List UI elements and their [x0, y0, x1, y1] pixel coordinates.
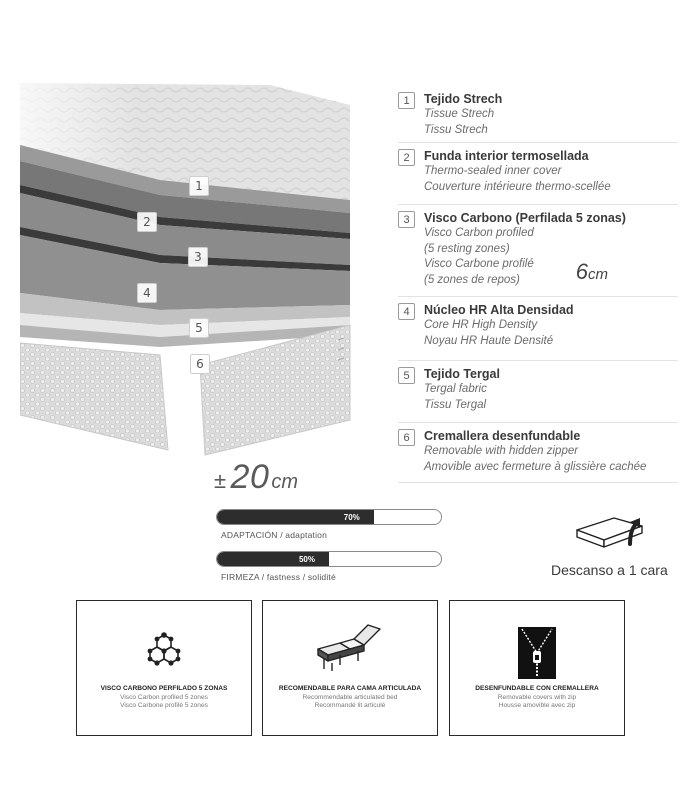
layer-desc-3b: (5 resting zones) — [424, 242, 510, 255]
layer-number-3: 3 — [398, 211, 415, 228]
layer-number-6: 6 — [398, 429, 415, 446]
layer-badge-1: 1 — [189, 176, 209, 196]
layer-title-6: Cremallera desenfundable — [424, 429, 581, 443]
layer-desc-1a: Tissue Strech — [424, 108, 495, 120]
layer-title-2: Funda interior termosellada — [424, 149, 589, 163]
layer-desc-5a: Tergal fabric — [424, 383, 487, 395]
layer-desc-4b: Noyau HR Haute Densité — [424, 334, 554, 347]
layer-desc-5b: Tissu Tergal — [424, 398, 487, 411]
firmness-bar — [216, 551, 442, 567]
layer-list — [398, 86, 678, 483]
layer-number-1: 1 — [398, 92, 415, 109]
layer-item-1 — [398, 86, 678, 143]
feature-sub-visco-fr: Visco Carbone profilé 5 zones — [120, 702, 208, 709]
feature-sub-zipper-fr: Housse amovible avec zip — [498, 702, 576, 709]
layer-title-5: Tejido Tergal — [424, 367, 500, 381]
layer-title-3: Visco Carbono (Perfilada 5 zonas) — [424, 211, 626, 225]
feature-title-visco: VISCO CARBONO PERFILADO 5 ZONAS — [100, 685, 228, 692]
adaptation-bar-fill — [217, 510, 374, 524]
layer-badge-5: 5 — [189, 318, 209, 338]
thickness-value: 6 — [575, 259, 588, 284]
firmness-caption: FIRMEZA / fastness / solidité — [221, 572, 336, 582]
layer-desc-4a: Core HR High Density — [424, 319, 538, 331]
zipper-icon — [518, 627, 556, 679]
feature-title-articulated: RECOMENDABLE PARA CAMA ARTICULADA — [278, 685, 422, 692]
adaptation-caption: ADAPTACIÓN / adaptation — [221, 530, 328, 540]
layer-item-3 — [398, 205, 678, 297]
height-unit: cm — [271, 471, 299, 493]
layer-badge-2: 2 — [137, 212, 157, 232]
firmness-bar-fill — [217, 552, 329, 566]
feature-title-zipper: DESENFUNDABLE CON CREMALLERA — [475, 685, 599, 692]
layer-thickness — [576, 259, 608, 285]
mattress-layers-illustration — [20, 55, 360, 475]
layer-desc-3c: Visco Carbone profilé — [424, 258, 534, 270]
feature-sub-articulated-en: Recommendable articulated bed — [302, 694, 398, 701]
feature-box-visco — [76, 600, 252, 736]
plus-minus-symbol: ± — [214, 468, 227, 493]
layer-desc-6b: Amovible avec fermeture à glissière cachée — [424, 460, 647, 473]
layer-desc-3d: (5 zones de repos) — [424, 273, 520, 286]
layer-item-6 — [398, 423, 678, 483]
thickness-unit: cm — [588, 266, 608, 283]
adaptation-bar — [216, 509, 442, 525]
adaptation-percent: 70% — [343, 512, 360, 522]
one-sided-label: Descanso a 1 cara — [551, 562, 668, 578]
layer-desc-2b: Couverture intérieure thermo-scellée — [424, 180, 611, 193]
layer-badge-6: 6 — [190, 354, 210, 374]
molecule-icon — [141, 629, 187, 675]
layer-number-5: 5 — [398, 367, 415, 384]
feature-box-zipper — [449, 600, 625, 736]
feature-sub-zipper-en: Removable covers with zip — [497, 694, 577, 701]
layer-desc-6a: Removable with hidden zipper — [424, 445, 579, 457]
feature-box-articulated — [262, 600, 438, 736]
one-sided-mattress-icon — [572, 510, 652, 560]
layer-desc-1b: Tissu Strech — [424, 123, 488, 136]
layer-number-2: 2 — [398, 149, 415, 166]
layer-item-5 — [398, 361, 678, 423]
firmness-percent: 50% — [298, 554, 315, 564]
articulated-bed-icon — [310, 619, 390, 677]
layer-title-1: Tejido Strech — [424, 92, 503, 106]
feature-sub-articulated-fr: Recommandé lit articulé — [314, 702, 386, 709]
layer-item-2 — [398, 143, 678, 205]
mattress-height — [214, 458, 298, 497]
layer-badge-3: 3 — [188, 247, 208, 267]
layer-title-4: Núcleo HR Alta Densidad — [424, 303, 574, 317]
layer-item-4 — [398, 297, 678, 361]
layer-badge-4: 4 — [137, 283, 157, 303]
layer-desc-3a: Visco Carbon profiled — [424, 227, 534, 239]
layer-desc-2a: Thermo-sealed inner cover — [424, 165, 562, 177]
layer-number-4: 4 — [398, 303, 415, 320]
height-value: 20 — [230, 458, 270, 496]
feature-sub-visco-en: Visco Carbon profiled 5 zones — [120, 694, 208, 701]
